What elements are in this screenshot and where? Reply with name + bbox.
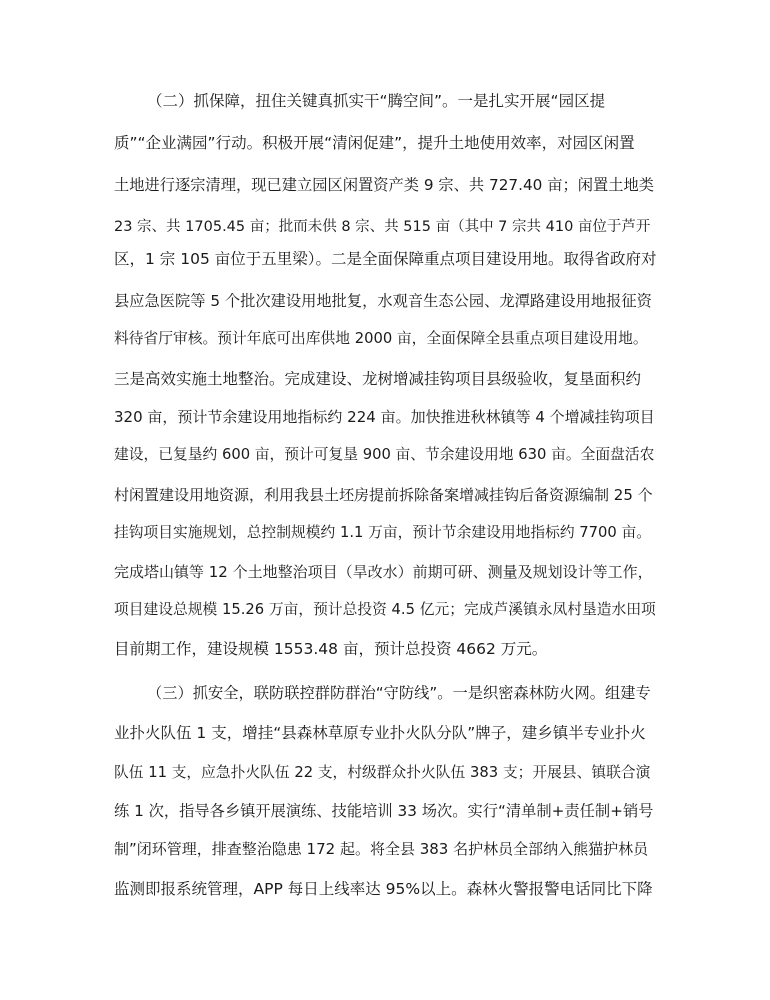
- paragraph-2-line-6: 监测即报系统管理，APP 每日上线率达 95%以上。森林火警报警电话同比下降: [114, 880, 653, 898]
- paragraph-1-line-2: 质”“企业满园”行动。积极开展“清闲促建”，提升土地使用效率，对园区闲置: [114, 134, 635, 152]
- paragraph-1-line-4: 23 宗、共 1705.45 亩；批而未供 8 宗、共 515 亩（其中 7 宗共 410 亩位于芦开: [114, 219, 651, 235]
- paragraph-1-line-8: 三是高效实施土地整治。完成建设、龙树增减挂钩项目县级验收，复垦面积约: [114, 370, 642, 388]
- paragraph-2-line-5: 制”闭环管理，排查整治隐患 172 起。将全县 383 名护林员全部纳入熊猫护林员: [114, 840, 649, 858]
- paragraph-1-line-3: 土地进行逐宗清理，现已建立园区闲置资产类 9 宗、共 727.40 亩；闲置土地类: [114, 176, 654, 194]
- paragraph-1-line-9: 320 亩，预计节余建设用地指标约 224 亩。加快推进秋林镇等 4 个增减挂钩项目: [114, 408, 655, 426]
- paragraph-2-line-4: 练 1 次，指导各乡镇开展演练、技能培训 33 场次。实行“清单制+责任制+销号: [114, 802, 654, 820]
- paragraph-2-line-1: （三）抓安全，联防联控群防群治“守防线”。一是织密森林防火网。组建专: [147, 684, 651, 702]
- paragraph-1-line-13: 完成塔山镇等 12 个土地整治项目（旱改水）前期可研、测量及规划设计等工作，: [114, 563, 653, 581]
- paragraph-1-line-1: （二）抓保障，扭住关键真抓实干“腾空间”。一是扎实开展“园区提: [147, 92, 606, 110]
- paragraph-1-line-11: 村闲置建设用地资源，利用我县土坯房提前拆除备案增减挂钩后备资源编制 25 个: [114, 486, 653, 504]
- paragraph-1-line-15: 目前期工作，建设规模 1553.48 亩，预计总投资 4662 万元。: [114, 640, 548, 658]
- paragraph-1-line-7: 料待省厅审核。预计年底可出库供地 2000 亩，全面保障全县重点项目建设用地。: [114, 330, 648, 347]
- paragraph-2-line-3: 队伍 11 支，应急扑火队伍 22 支，村级群众扑火队伍 383 支；开展县、镇联合演: [114, 764, 651, 781]
- paragraph-1-line-14: 项目建设总规模 15.26 万亩，预计总投资 4.5 亿元；完成芦溪镇永凤村垦造水田项: [114, 601, 656, 618]
- paragraph-1-line-12: 挂钩项目实施规划，总控制规模约 1.1 万亩，预计节余建设用地指标约 7700 亩。: [114, 524, 651, 541]
- paragraph-1-line-10: 建设，已复垦约 600 亩，预计可复垦 900 亩、节余建设用地 630 亩。全面盘活农: [114, 446, 655, 463]
- paragraph-1-line-6: 县应急医院等 5 个批次建设用地批复，水观音生态公园、龙潭路建设用地报征资: [114, 292, 652, 310]
- paragraph-1-line-5: 区，1 宗 105 亩位于五里梁）。二是全面保障重点项目建设用地。取得省政府对: [114, 250, 657, 268]
- paragraph-2-line-2: 业扑火队伍 1 支，增挂“县森林草原专业扑火队分队”牌子，建乡镇半专业扑火: [114, 724, 646, 742]
